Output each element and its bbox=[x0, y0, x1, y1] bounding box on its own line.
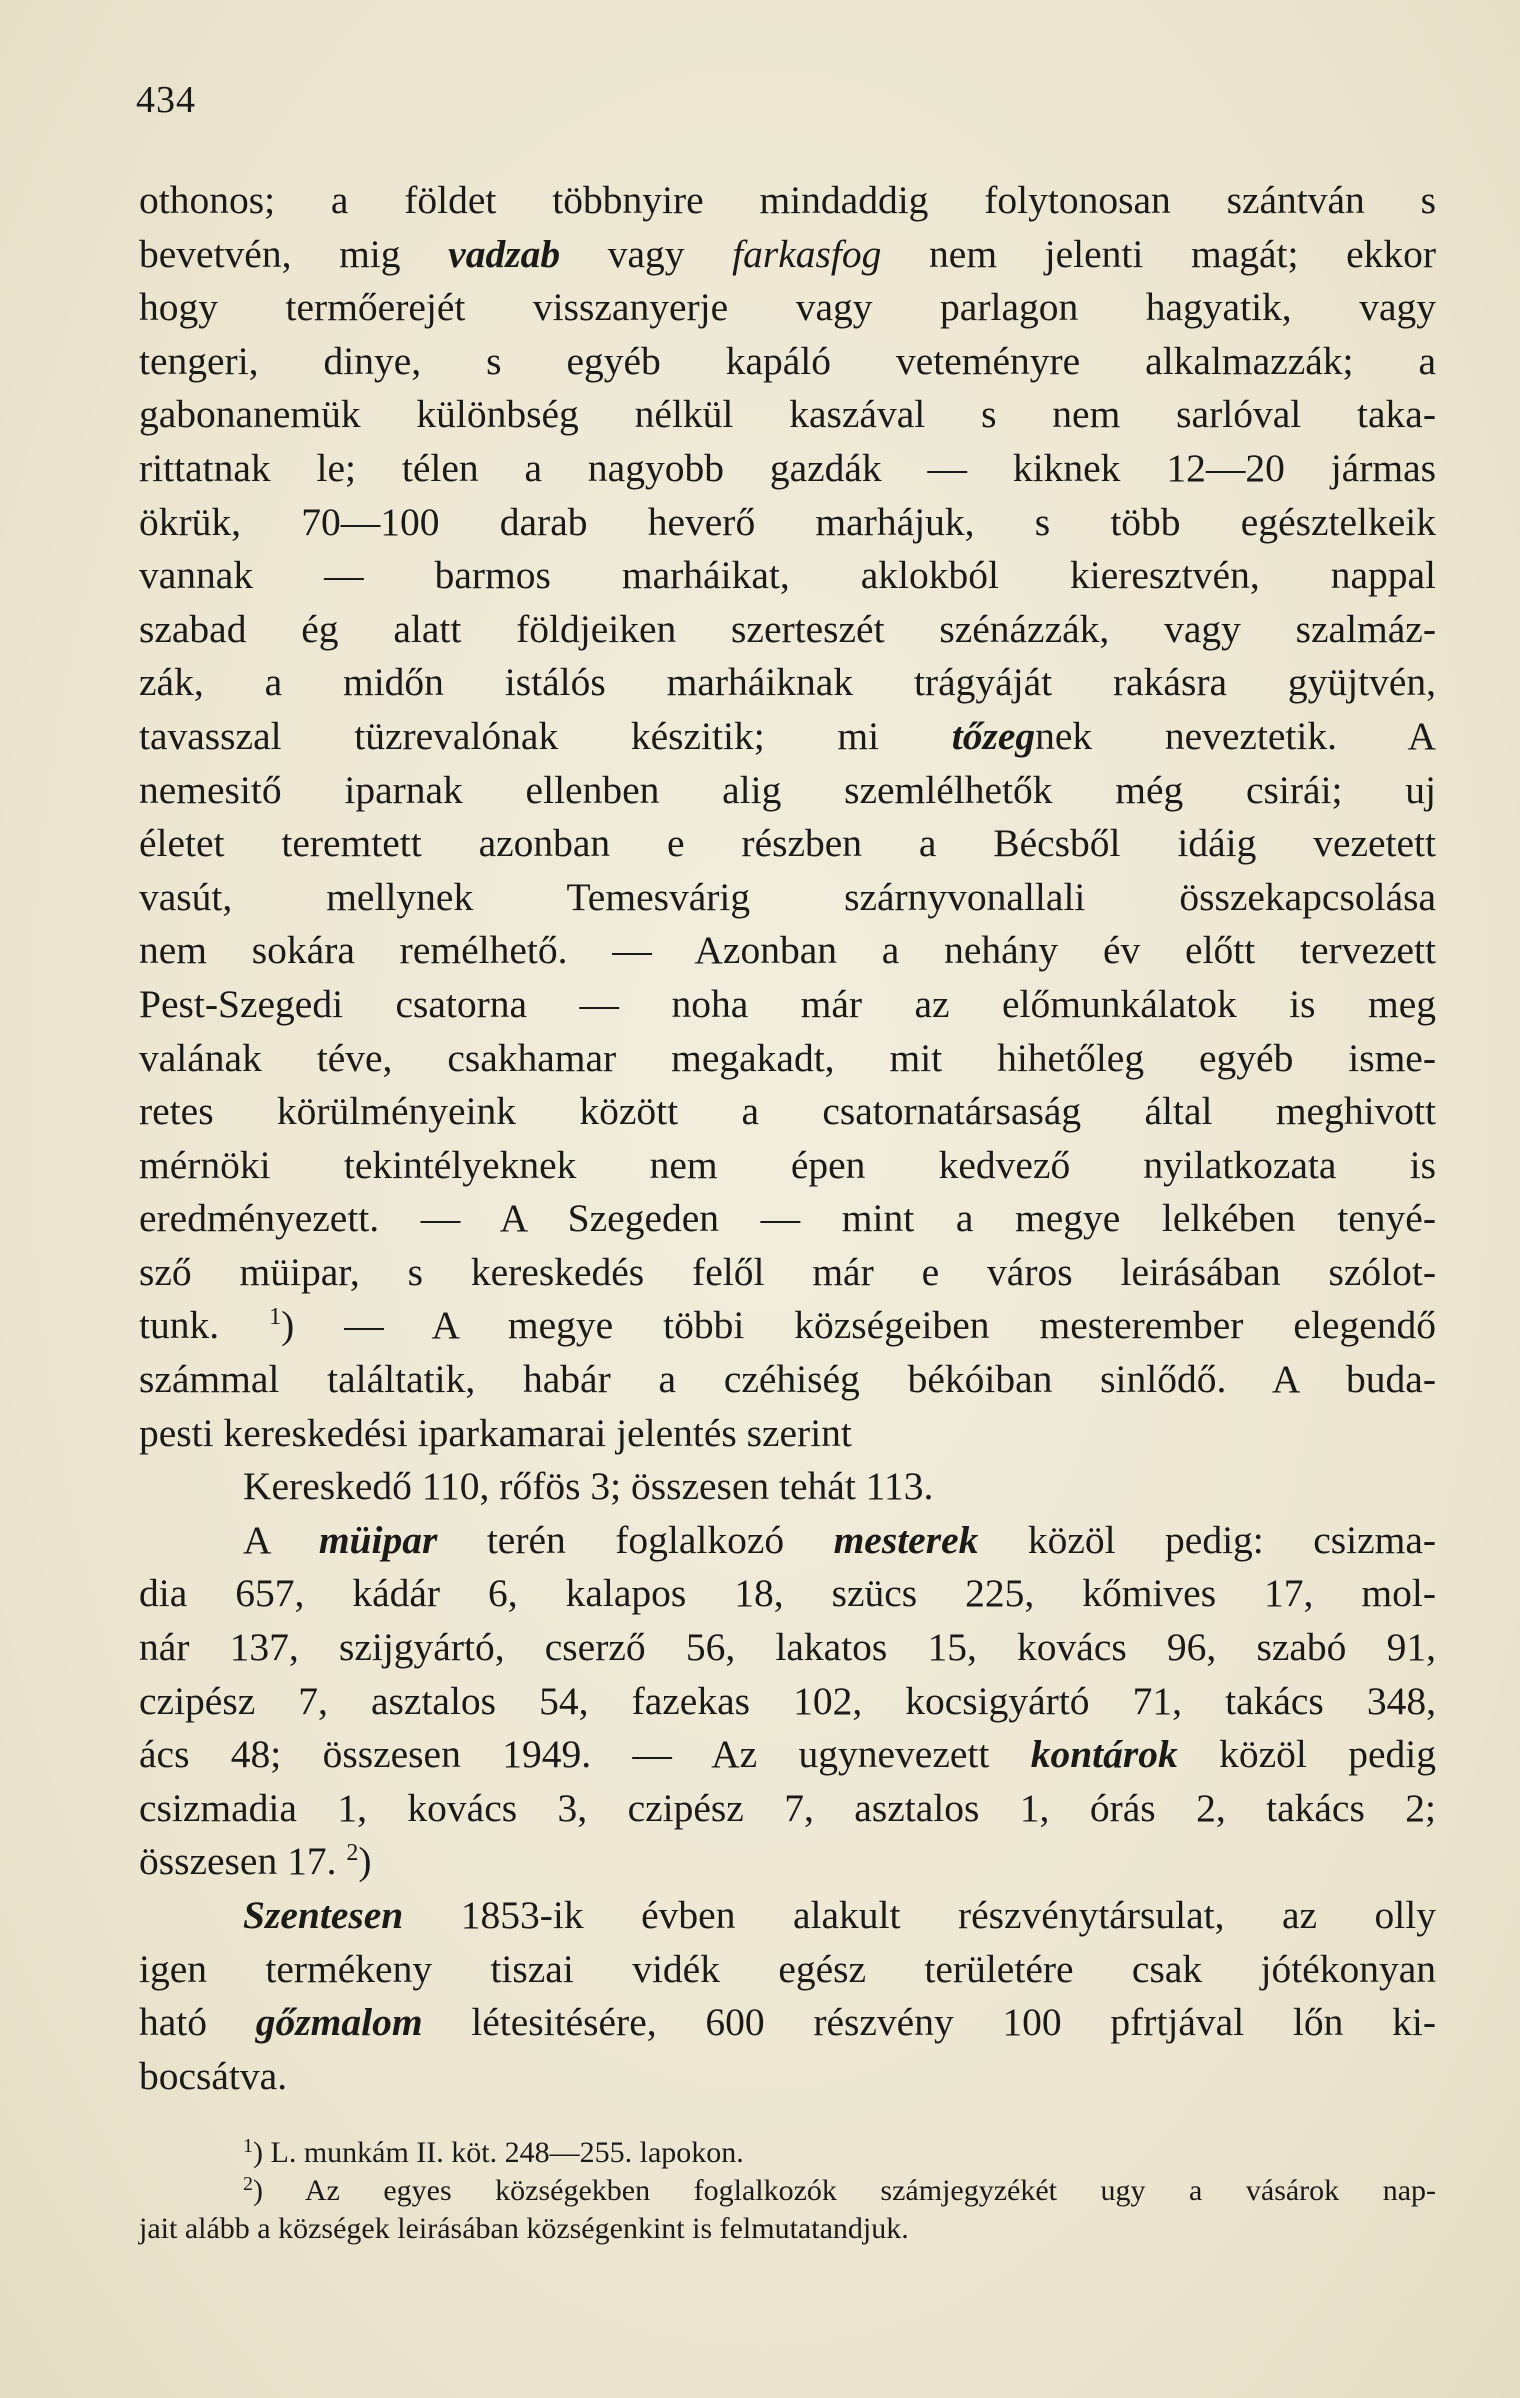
text-line: retes körülményeink között a csatornatársaság által meghivott bbox=[139, 1089, 1436, 1134]
text-line: hogy termőerejét visszanyerje vagy parlagon hagyatik, vagy bbox=[139, 285, 1436, 330]
text-line: A müipar terén foglalkozó mesterek közöl pedig: csizma- bbox=[243, 1517, 1437, 1562]
text-line: bevetvén, mig vadzab vagy farkasfog nem jelenti magát; ekkor bbox=[139, 231, 1437, 276]
emphasis: gőzmalom bbox=[255, 2000, 423, 2045]
text-line: valának téve, csakhamar megakadt, mit hihetőleg egyéb isme- bbox=[139, 1035, 1436, 1080]
footnote-ref: 1 bbox=[269, 1304, 282, 1331]
emphasis: mesterek bbox=[833, 1517, 979, 1562]
text-line: nemesitő iparnak ellenben alig szemlélhetők még csirái; uj bbox=[139, 767, 1436, 812]
emphasis: kontárok bbox=[1030, 1732, 1178, 1777]
page-number: 434 bbox=[136, 79, 196, 121]
text-line: ács 48; összesen 1949. — Az ugynevezett kontárok közöl pedig bbox=[139, 1732, 1437, 1777]
emphasis: vadzab bbox=[448, 231, 561, 276]
footnote-marker: 2 bbox=[243, 2173, 253, 2195]
text-line: Szentesen 1853-ik évben alakult részvénytársulat, az olly bbox=[243, 1893, 1437, 1937]
text-line: Kereskedő 110, rőfös 3; összesen tehát 113. bbox=[243, 1464, 934, 1509]
text-line: tavasszal tüzrevalónak készitik; mi tőzegnek neveztetik. A bbox=[139, 713, 1436, 758]
text-line: czipész 7, asztalos 54, fazekas 102, kocsigyártó 71, takács 348, bbox=[139, 1678, 1436, 1723]
text-line: mérnöki tekintélyeknek nem épen kedvező nyilatkozata is bbox=[139, 1142, 1436, 1187]
text-line: zák, a midőn istálós marháiknak trágyáját rakásra gyüjtvén, bbox=[139, 660, 1436, 705]
text-line: nár 137, szijgyártó, cserző 56, lakatos 15, kovács 96, szabó 91, bbox=[139, 1625, 1436, 1670]
text-line: összesen 17. $^2$) bbox=[139, 1839, 372, 1884]
text-line: tengeri, dinye, s egyéb kapáló veteményre alkalmazzák; a bbox=[139, 338, 1436, 383]
text-line: ható gőzmalom létesitésére, 600 részvény 100 pfrtjával lőn ki- bbox=[139, 2000, 1437, 2045]
emphasis: Szentesen bbox=[243, 1893, 404, 1937]
text-line: pesti kereskedési iparkamarai jelentés szerint bbox=[139, 1410, 852, 1455]
footnote-marker: 1 bbox=[243, 2135, 253, 2157]
emphasis: farkasfog bbox=[732, 231, 882, 276]
text-line: gabonanemük különbség nélkül kaszával s nem sarlóval taka- bbox=[139, 392, 1436, 437]
footnote: $^1$) L. munkám II. köt. 248—255. lapokon. bbox=[243, 2135, 744, 2169]
emphasis: müipar bbox=[318, 1517, 438, 1562]
text-line: othonos; a földet többnyire mindaddig folytonosan szántván s bbox=[139, 178, 1436, 222]
main-text bbox=[139, 174, 1436, 2103]
text-line: rittatnak le; télen a nagyobb gazdák — kiknek 12—20 jármas bbox=[139, 445, 1436, 490]
text-line: igen termékeny tiszai vidék egész területére csak jótékonyan bbox=[139, 1946, 1436, 1991]
text-line: eredményezett. — A Szegeden — mint a megye lelkében tenyé- bbox=[139, 1196, 1436, 1241]
text-line: nem sokára remélhető. — Azonban a nehány év előtt tervezett bbox=[139, 928, 1436, 973]
emphasis: tőzeg bbox=[951, 713, 1036, 758]
text-line: szabad ég alatt földjeiken szerteszét szénázzák, vagy szalmáz- bbox=[139, 606, 1436, 651]
footnote-continuation: jait alább a községek leirásában községenkint is felmutatandjuk. bbox=[139, 2212, 909, 2245]
footnote-ref: 2 bbox=[346, 1840, 359, 1867]
text-line: ökrük, 70—100 darab heverő marhájuk, s több egésztelkeik bbox=[139, 499, 1436, 544]
text-line: sző müipar, s kereskedés felől már e város leirásában szólot- bbox=[139, 1249, 1436, 1294]
text-line: életet teremtett azonban e részben a Bécsből idáig vezetett bbox=[139, 821, 1436, 866]
text-line: csizmadia 1, kovács 3, czipész 7, asztalos 1, órás 2, takács 2; bbox=[139, 1785, 1436, 1830]
text-line: Pest-Szegedi csatorna — noha már az előmunkálatok is meg bbox=[139, 981, 1436, 1026]
text-line: vannak — barmos marháikat, aklokból kieresztvén, nappal bbox=[139, 553, 1436, 598]
text-line: számmal találtatik, habár a czéhiség békóiban sinlődő. A buda- bbox=[139, 1357, 1436, 1402]
text-line: dia 657, kádár 6, kalapos 18, szücs 225, kőmives 17, mol- bbox=[139, 1571, 1436, 1616]
text-line: tunk. $^1$) — A megye többi községeiben mesterember elegendő bbox=[139, 1303, 1436, 1348]
text-line: vasút, mellynek Temesvárig szárnyvonallali összekapcsolása bbox=[139, 874, 1436, 919]
text-line: bocsátva. bbox=[139, 2053, 288, 2098]
footnote: $^2$) Az egyes községekben foglalkozók számjegyzékét ugy a vásárok nap- bbox=[243, 2173, 1436, 2207]
footnotes bbox=[139, 2134, 1436, 2248]
